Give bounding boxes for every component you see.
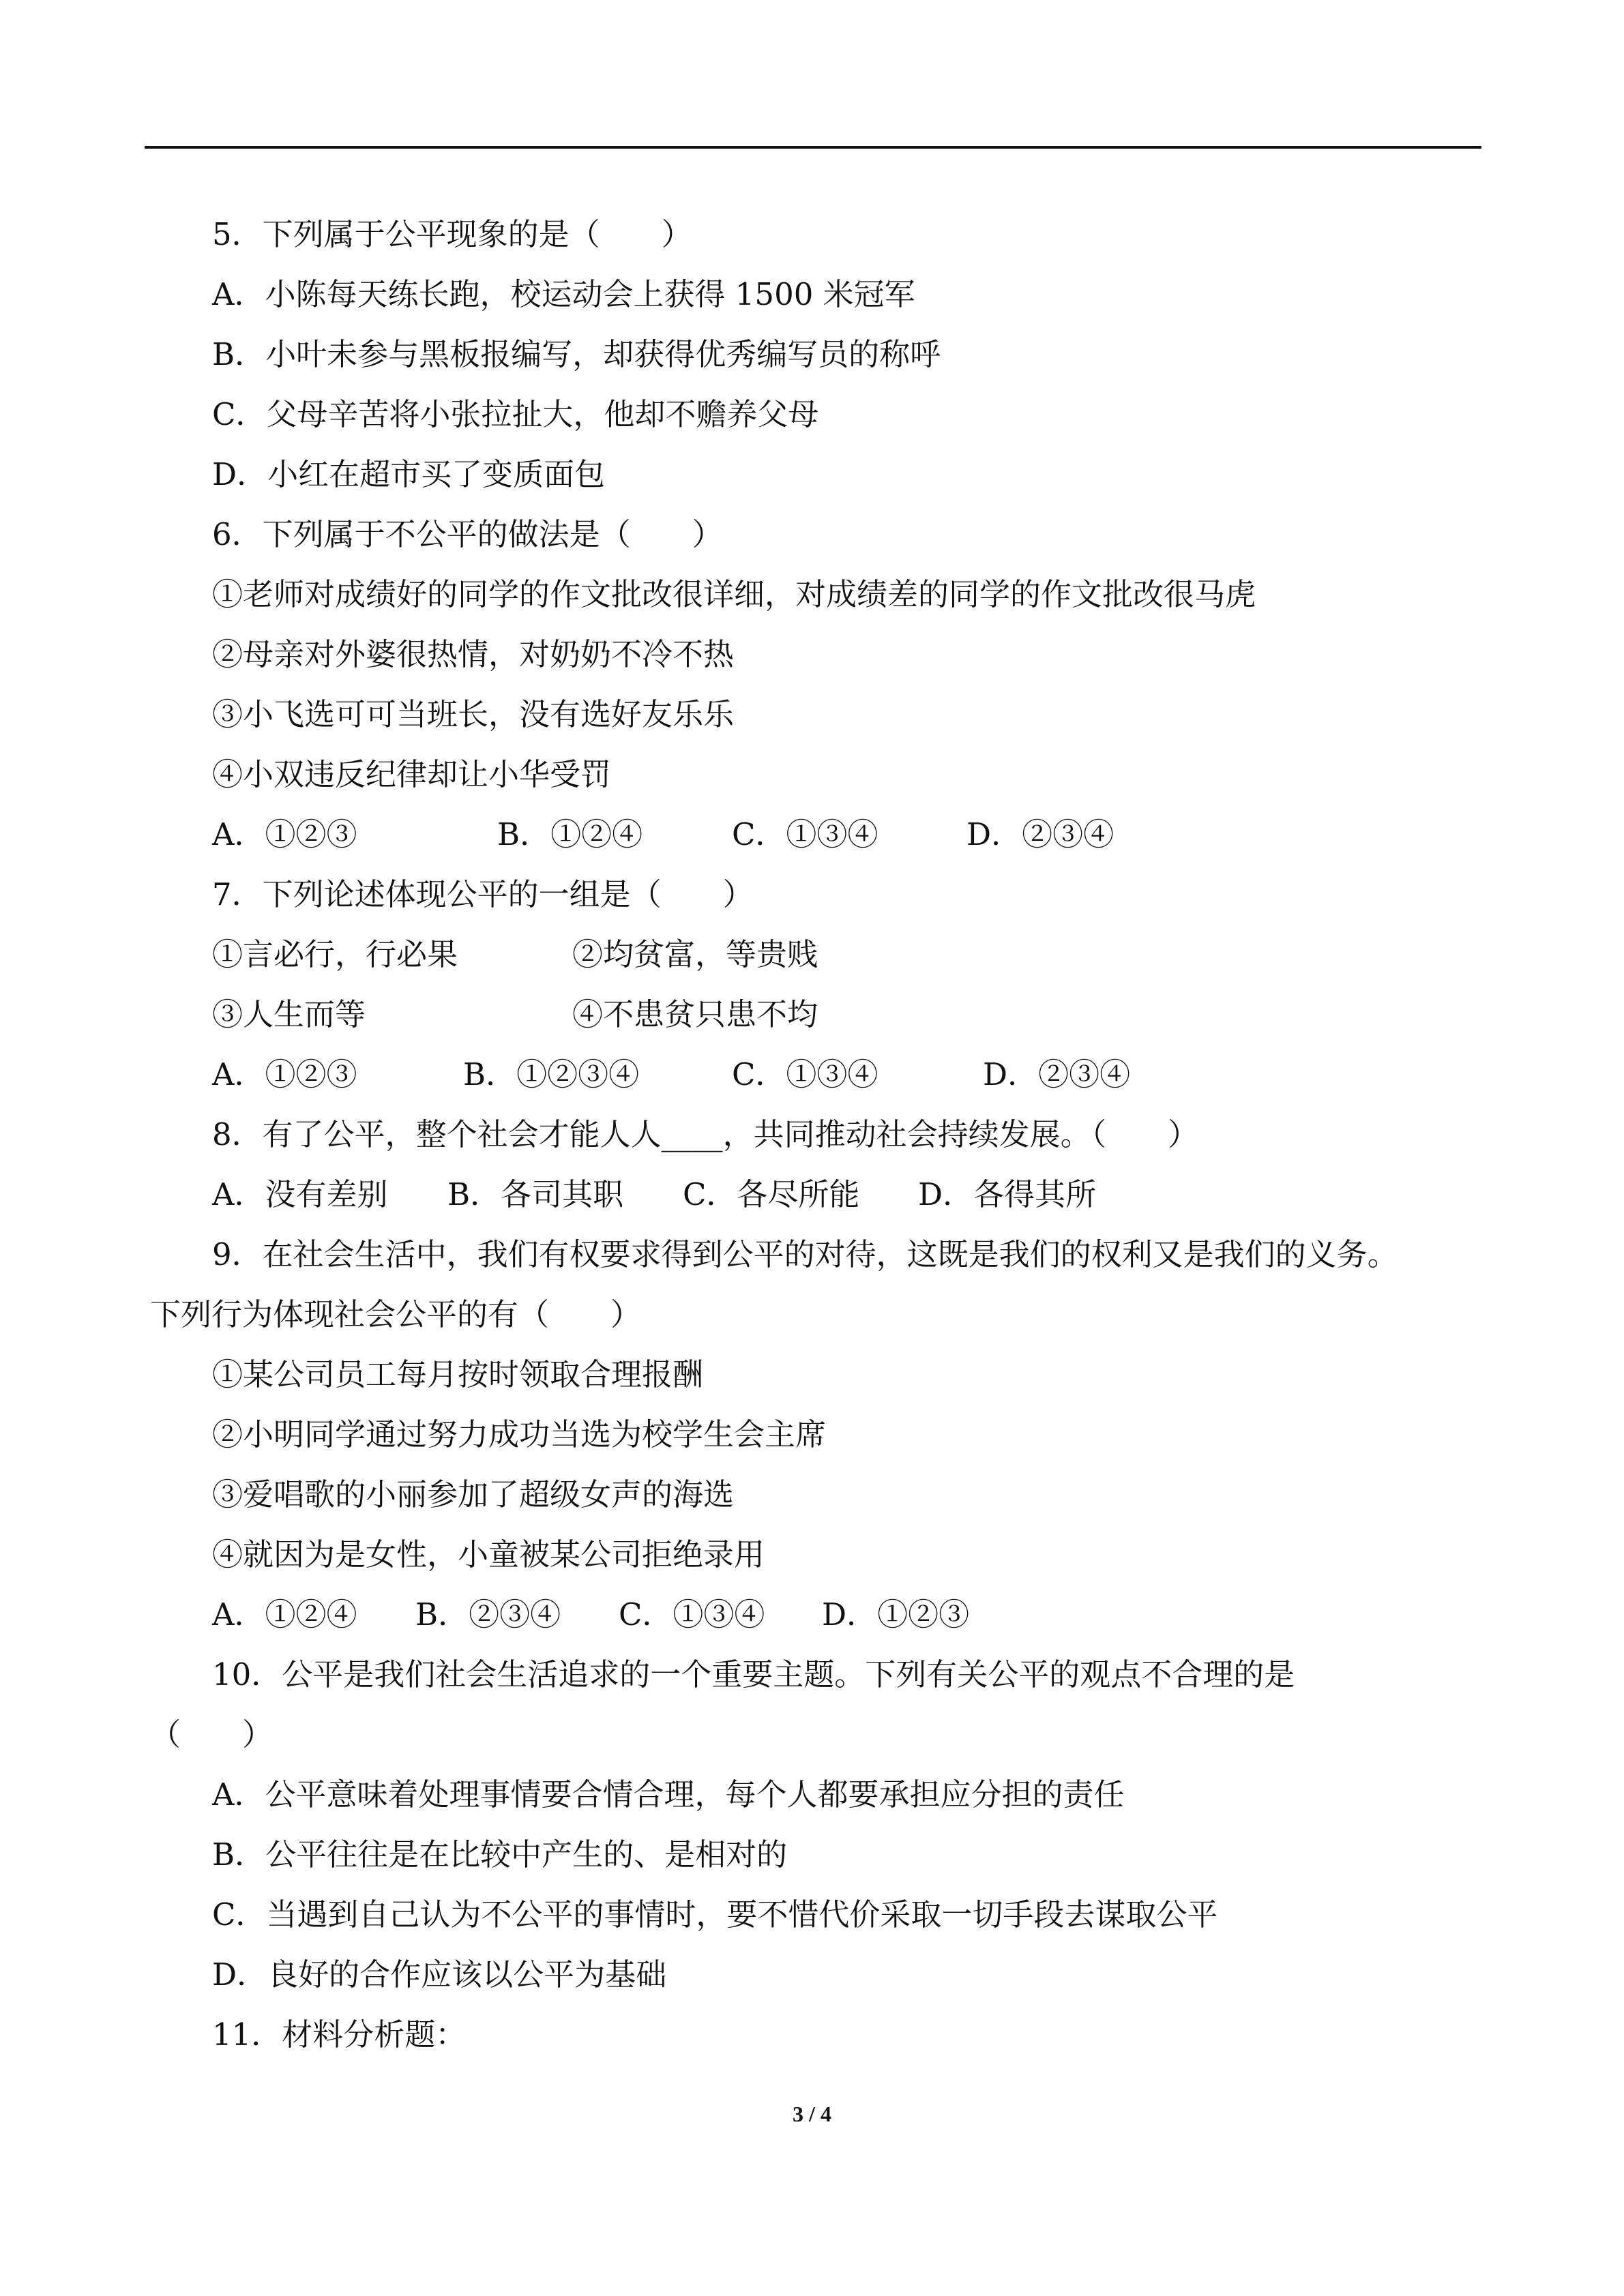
q6-stem: 6．下列属于不公平的做法是（ ） — [212, 516, 723, 552]
q7-stem: 7．下列论述体现公平的一组是（ ） — [212, 876, 754, 912]
q10-option-d: D．良好的合作应该以公平为基础 — [212, 1956, 667, 1993]
q6-option-a: A．①②③ — [212, 816, 357, 852]
q9-option-c: C．①③④ — [619, 1596, 765, 1632]
q9-option-a: A．①②④ — [212, 1596, 357, 1632]
q10-option-c: C．当遇到自己认为不公平的事情时，要不惜代价采取一切手段去谋取公平 — [212, 1896, 1218, 1933]
q9-item-4: ④就因为是女性，小童被某公司拒绝录用 — [212, 1536, 765, 1572]
q9-option-d: D．①②③ — [822, 1596, 970, 1632]
q6-item-3: ③小飞选可可当班长，没有选好友乐乐 — [212, 696, 735, 732]
q11-stem: 11．材料分析题： — [212, 2016, 467, 2053]
q7-option-b: B．①②③④ — [463, 1056, 640, 1092]
q9-item-1: ①某公司员工每月按时领取合理报酬 — [212, 1356, 704, 1392]
q6-item-4: ④小双违反纪律却让小华受罚 — [212, 756, 612, 792]
q10-stem-line-1: 10．公平是我们社会生活追求的一个重要主题。下列有关公平的观点不合理的是 — [212, 1656, 1295, 1693]
q9-stem-line-2: 下列行为体现社会公平的有（ ） — [150, 1296, 642, 1332]
q6-item-1: ①老师对成绩好的同学的作文批改很详细，对成绩差的同学的作文批改很马虎 — [212, 576, 1256, 612]
q9-item-3: ③爱唱歌的小丽参加了超级女声的海选 — [212, 1476, 735, 1512]
q9-option-b: B．②③④ — [415, 1596, 561, 1632]
q5-option-c: C．父母辛苦将小张拉扯大，他却不赡养父母 — [212, 396, 819, 432]
q7-item-1: ①言必行，行必果 — [212, 936, 458, 972]
q6-option-c: C．①③④ — [732, 816, 879, 852]
q8-option-c: C．各尽所能 — [683, 1176, 860, 1212]
header-rule — [145, 146, 1481, 149]
q8-stem: 8．有了公平，整个社会才能人人____，共同推动社会持续发展。（ ） — [212, 1116, 1199, 1152]
q7-item-3: ③人生而等 — [212, 996, 366, 1032]
q8-option-d: D．各得其所 — [918, 1176, 1097, 1212]
q7-option-d: D．②③④ — [983, 1056, 1131, 1092]
q7-item-2: ②均贫富，等贵贱 — [572, 936, 818, 972]
page-number: 3 / 4 — [793, 2102, 831, 2126]
q9-item-2: ②小明同学通过努力成功当选为校学生会主席 — [212, 1416, 827, 1452]
q6-option-d: D．②③④ — [966, 816, 1114, 852]
q5-stem: 5．下列属于公平现象的是（ ） — [212, 216, 692, 252]
q6-item-2: ②母亲对外婆很热情，对奶奶不冷不热 — [212, 636, 735, 672]
q8-option-a: A．没有差别 — [212, 1176, 388, 1212]
q5-option-d: D．小红在超市买了变质面包 — [212, 456, 606, 492]
q9-stem-line-1: 9．在社会生活中，我们有权要求得到公平的对待，这既是我们的权利又是我们的义务。 — [212, 1236, 1398, 1272]
q10-option-a: A．公平意味着处理事情要合情合理，每个人都要承担应分担的责任 — [212, 1776, 1125, 1813]
q5-option-a: A．小陈每天练长跑，校运动会上获得 1500 米冠军 — [212, 276, 915, 312]
q7-option-a: A．①②③ — [212, 1056, 357, 1092]
q5-option-b: B．小叶未参与黑板报编写，却获得优秀编写员的称呼 — [212, 336, 941, 372]
q8-option-b: B．各司其职 — [447, 1176, 624, 1212]
q10-option-b: B．公平往往是在比较中产生的、是相对的 — [212, 1836, 788, 1873]
q6-option-b: B．①②④ — [497, 816, 643, 852]
q10-stem-line-2: （ ） — [150, 1716, 274, 1753]
q7-option-c: C．①③④ — [732, 1056, 879, 1092]
q7-item-4: ④不患贫只患不均 — [572, 996, 818, 1032]
